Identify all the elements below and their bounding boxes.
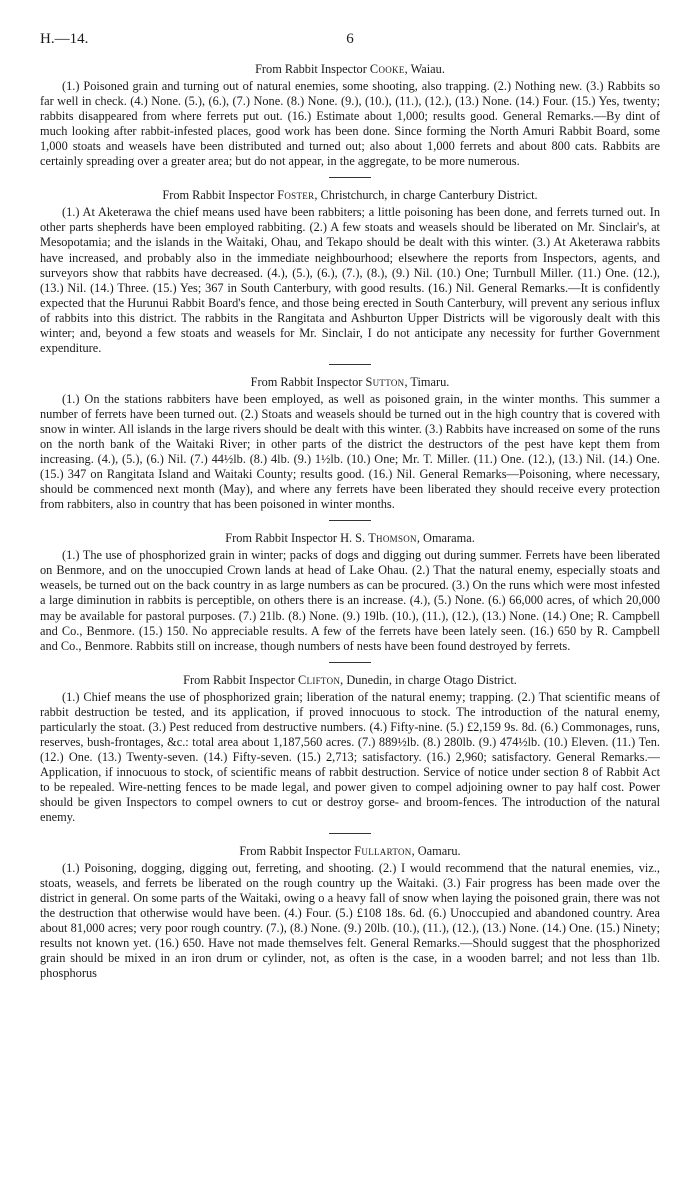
report-text: (1.) At Aketerawa the chief means used have been rabbiters; a little poisoning has been done, and ferrets turned out. In other parts shepherds have been employed rabbiting. (2.) A few stoats and weasels should be liberated on Mr. Sinclair's, at Mesopotamia; and the islands in the Waitaki, Ohau, and Tekapo should be dealt with this winter. (3.) At Aketerawa rabbits have increased, and probably also in the immediate neighbourhood; elsewhere the reports from Inspectors, agents, and surveyors show that rabbits have decreased. (4.), (5.), (6.), (7.), (8.), (9.) Nil. (10.) One; Turnbull Miller. (11.) One. (12.), (13.) Nil. (14.) Three. (15.) Yes; 367 in South Canterbury, with good results. (16.) Nil. General Remarks.—It is confidently expected that the Hurunui Rabbit Board's fence, and those being erected in South Canterbury, will prevent any serious influx of rabbits into this district. The rabbits in the Rangitata and Ashburton Upper Districts will be vigorously dealt with this winter; and, beyond a few stoats and weasels for Mr. Sinclair, I do not anticipate any necessity for further Government expenditure. — [40, 205, 660, 355]
report-text: (1.) Chief means the use of phosphorized grain; liberation of the natural enemy; trapping. (2.) That scientific means of rabbit destruction be tested, and its application, if proved innocuous to stock. The introduction of the natural enemy, particularly the stoat. (3.) Pest reduced from destructive numbers. (4.) Fifty-nine. (5.) £2,159 9s. 8d. (6.) Commonages, runs, reserves, bush-frontages, &c.: total area about 1,187,560 acres. (7.) 889½lb. (8.) 280lb. (9.) 474½lb. (10.) Eleven. (11.) Ten. (12.) One. (13.) Twenty-seven. (14.) Fifty-seven. (15.) 2,713; satisfactory. (16.) 2,960; satisfactory. General Remarks.—Application, if innocuous to stock, of scientific means of rabbit destruction. Service of notice under section 8 of Rabbit Act to be repealed. Wire-netting fences to be made legal, and power given to compel adjoining owner to pay half cost. Power should be given Inspectors to compel owners to cut or destroy gorse- and broom-fences. The introduction of the natural enemy. — [40, 689, 660, 825]
report-cooke — [40, 62, 660, 169]
section-rule — [329, 520, 371, 521]
section-heading: From Rabbit Inspector Clifton, Dunedin, in charge Otago District. — [183, 672, 517, 687]
report-text: (1.) Poisoning, dogging, digging out, ferreting, and shooting. (2.) I would recommend that the natural enemies, viz., stoats, weasels, and ferrets be liberated on the rough country up the Waitaki. (3.) Fair progress has been made over the district in general. On some parts of the Waitaki, owing o a heavy fall of snow when laying the poisoned grain, there was not the destruction that otherwise would have been. (4.) Four. (5.) £108 18s. 6d. (6.) Unoccupied and abandoned country. Area about 81,000 acres; very poor rough country. (7.), (8.) None. (9.) 20lb. (10.), (11.), (12.), (13.) None. (14.) One. (15.) Ninety; results not known yet. (16.) 650. Have not made themselves felt. General Remarks.—Should suggest that the phosphorized grain should be mixed in an iron drum or cylinder, not, as often is the case, in a wooden barrel; and not less than 1lb. phosphorus — [40, 861, 660, 981]
inspector-name: Clifton — [298, 672, 341, 687]
report-thomson — [40, 531, 660, 653]
report-text: (1.) Poisoned grain and turning out of natural enemies, some shooting, also trapping. (2.) Nothing new. (3.) Rabbits so far well in check. (4.) None. (5.), (6.), (7.) None. (8.) None. (9.), (10.), (11.), (12.), (13.) None. (14.) Four. (15.) Yes, twenty; rabbits disappeared from where ferrets put out. (16.) Estimate about 1,000; results good. General Remarks.—By dint of much looking after rabbit-infested places, good work has been done. Since forming the North Amuri Rabbit Board, some 1,000 stoats and weasels have been distributed and turned out; also about 1,000 ferrets and about 800 cats. Rabbits are certainly spreading over a greater area; but do not appear, in the aggregate, to be more numerous. — [40, 79, 660, 169]
report-text: (1.) On the stations rabbiters have been employed, as well as poisoned grain, in the winter months. This summer a number of ferrets have been turned out. (2.) Stoats and weasels should be turned out in the high country that is covered with snow in winter. All islands in the large rivers should be dealt with this winter. (3.) Rabbits have increased on some of the runs on the north bank of the Waitaki River; in other parts of the district the destructors of the pest have kept them from increasing. (4.), (5.), (6.) Nil. (7.) 44½lb. (8.) 4lb. (9.) 1½lb. (10.) One; Mr. T. Miller. (11.) One. (12.), (13.) Nil. (14.) One. (15.) 347 on Rangitata Island and Waitaki County; results good. (16.) Nil. General Remarks—Poisoning, where necessary, should be commenced next month (May), and where any ferrets have been liberated they should receive every protection from rabbiters, also in country that has been poisoned in winter months. — [40, 391, 660, 512]
report-text: (1.) The use of phosphorized grain in winter; packs of dogs and digging out during summer. Ferrets have been liberated on Benmore, and on the unoccupied Crown lands at head of Lake Ohau. (2.) That the natural enemy, especially stoats and weasels, be turned out on the back country in as large numbers as can be procured. (3.) On the runs which were most infested a large diminution in rabbits is perceptible, on others there is an increase. (4.), (5.) None. (6.) 66,000 acres, of which 20,000 may be available for pastoral purposes. (7.) 21lb. (8.) None. (9.) 19lb. (10.), (11.), (12.), (13.) None. (14.) One; R. Campbell and Co., Benmore. (15.) 150. No appreciable results. A few of the ferrets have been lately seen. (16.) 650 by R. Campbell and Co., Benmore. Rabbits still on increase, though numbers of nests have been found destroyed by ferrets. — [40, 548, 660, 653]
section-rule — [329, 364, 371, 365]
page-number: 6 — [346, 31, 354, 47]
inspector-name: Fullarton — [354, 844, 412, 859]
inspector-name: Thomson — [368, 531, 417, 546]
section-heading: From Rabbit Inspector Sutton, Timaru. — [250, 374, 450, 389]
section-heading: From Rabbit Inspector Cooke, Waiau. — [255, 62, 445, 76]
document-code: H.—14. — [40, 31, 89, 47]
inspector-name: Sutton — [365, 374, 405, 389]
inspector-name: Foster — [277, 188, 315, 203]
report-foster — [40, 188, 660, 356]
inspector-name: Cooke — [369, 62, 405, 76]
running-head — [40, 32, 660, 58]
report-clifton — [40, 673, 660, 825]
section-heading: From Rabbit Inspector Foster, Christchurch, in charge Canterbury District. — [162, 188, 538, 203]
section-rule — [329, 833, 371, 834]
section-rule — [329, 177, 371, 178]
section-heading: From Rabbit Inspector Fullarton, Oamaru. — [239, 844, 461, 859]
report-sutton — [40, 375, 660, 512]
report-fullarton — [40, 844, 660, 981]
section-rule — [329, 662, 371, 663]
section-heading: From Rabbit Inspector H. S. Thomson, Omarama. — [225, 531, 475, 546]
